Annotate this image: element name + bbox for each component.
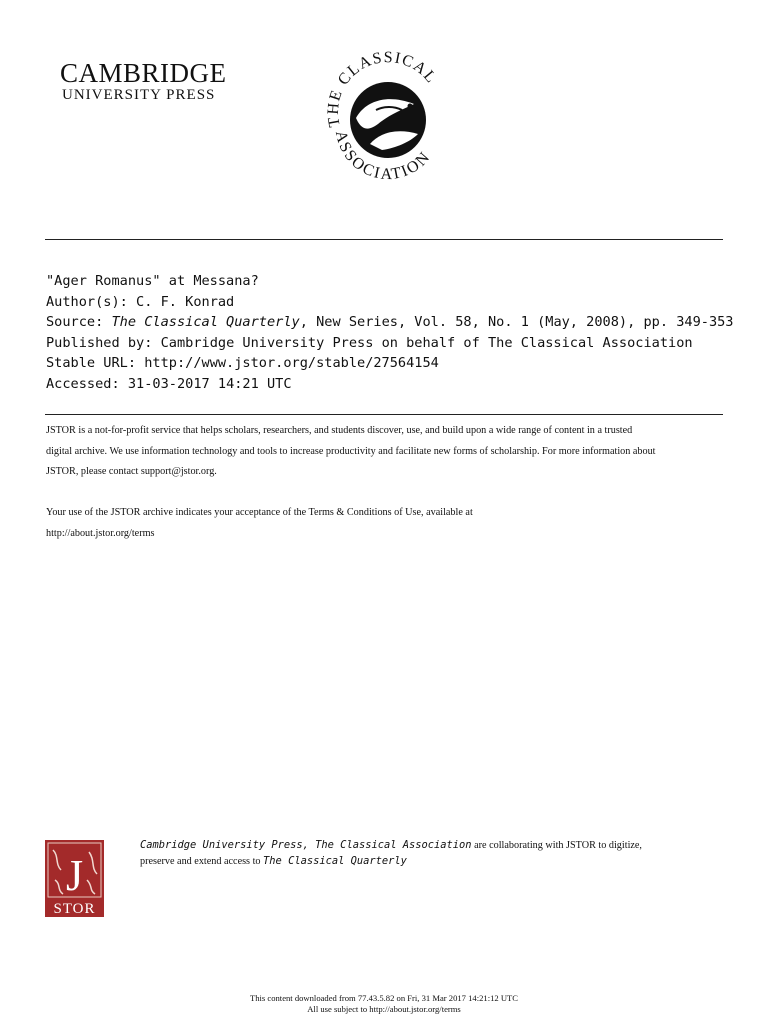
collaboration-text-2: preserve and extend access to [140,855,264,867]
terms-line-1: Your use of the JSTOR archive indicates your acceptance of the Terms & Conditions of Use, available at [46,507,473,518]
cambridge-logo-line2: UNIVERSITY PRESS [62,87,216,103]
article-url-line [46,353,439,374]
article-title: "Ager Romanus" at Messana? [46,273,259,289]
cambridge-logo-line1: CAMBRIDGE [60,58,227,88]
seal-text-top: THE CLASSICAL [324,49,441,129]
source-label: Source: [46,314,104,330]
source-details: , New Series, Vol. 58, No. 1 (May, 2008), pp. 349-353 [299,314,734,330]
authors-value: C. F. Konrad [136,293,235,310]
classical-association-seal [318,48,458,188]
seal-text-bottom: ASSOCIATION [331,129,435,184]
collaboration-journal: The Classical Quarterly [263,854,407,867]
notice-line-2: digital archive. We use information technology and tools to increase productivity and facilitate new forms of scholarship. For more information about [46,445,656,457]
terms-notice [46,503,726,544]
jstor-logo-letter: J [65,851,84,900]
article-publisher-line [46,333,693,354]
article-source-line [46,312,734,333]
stable-url-link[interactable]: http://www.jstor.org/stable/27564154 [144,355,439,371]
download-footer [0,993,768,1015]
top-divider [45,239,723,240]
published-label: Published by: [46,334,153,351]
accessed-label: Accessed: [46,375,120,392]
jstor-logo-word: STOR [53,901,96,917]
notice-line-3: JSTOR, please contact support@jstor.org. [46,466,217,477]
source-journal: The Classical Quarterly [111,314,300,330]
published-value: Cambridge University Press on behalf of The Classical Association [160,334,693,351]
footer-line-1: This content downloaded from 77.43.5.82 on Fri, 31 Mar 2017 14:21:12 UTC [249,993,519,1003]
terms-link[interactable]: http://about.jstor.org/terms [46,527,155,539]
footer-line-2: All use subject to http://about.jstor.org/terms [307,1004,461,1014]
collaboration-text-1: are collaborating with JSTOR to digitize, [471,840,642,851]
accessed-value: 31-03-2017 14:21 UTC [127,375,292,392]
url-label: Stable URL: [46,355,137,371]
notice-line-1: JSTOR is a not-for-profit service that helps scholars, researchers, and students discover, use, and build upon a wide range of content in a trusted [46,425,633,436]
middle-divider [45,414,723,415]
article-accessed-line [46,374,292,395]
jstor-logo [45,840,104,917]
collaboration-partners: Cambridge University Press, The Classical Association [140,839,472,851]
jstor-notice [46,421,726,483]
collaboration-statement [140,838,700,869]
article-authors-line [46,292,234,313]
authors-label: Author(s): [46,293,128,310]
